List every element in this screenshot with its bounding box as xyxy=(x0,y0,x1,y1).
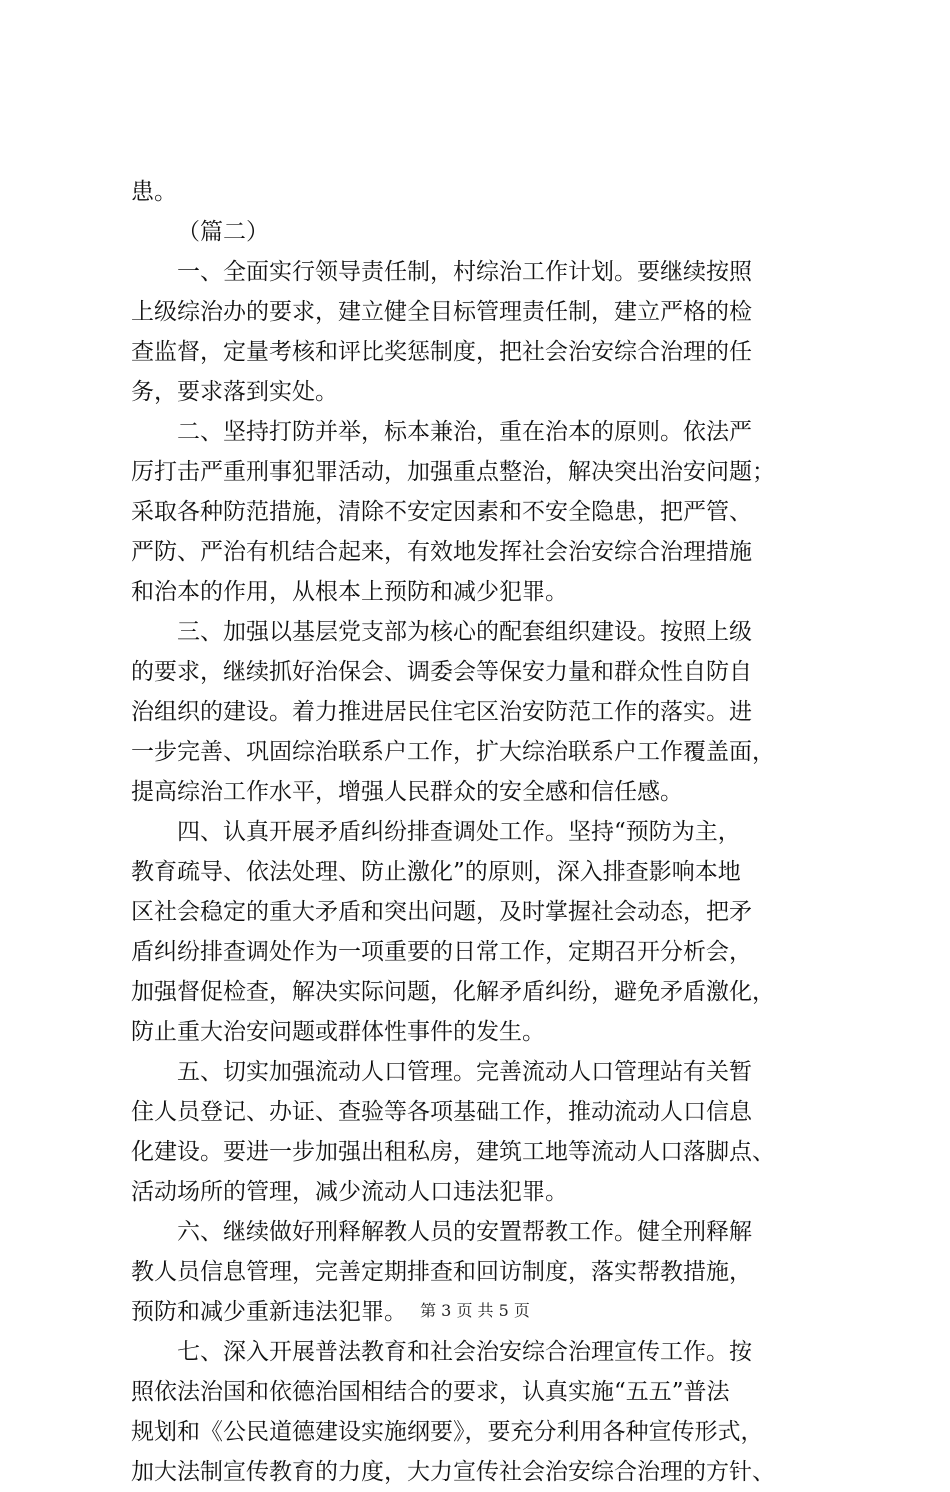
text-line: 加大法制宣传教育的力度，大力宣传社会治安综合治理的方针、 xyxy=(131,1459,775,1485)
text-line: （篇二） xyxy=(177,219,269,245)
text-line: 二、坚持打防并举，标本兼治，重在治本的原则。依法严 xyxy=(177,419,752,445)
text-line: 严防、严治有机结合起来，有效地发挥社会治安综合治理措施 xyxy=(131,539,752,565)
text-line: 六、继续做好刑释解教人员的安置帮教工作。健全刑释解 xyxy=(177,1219,752,1245)
text-line: 患。 xyxy=(131,179,177,205)
text-line: 预防和减少重新违法犯罪。 xyxy=(131,1299,407,1325)
text-line: 住人员登记、办证、查验等各项基础工作，推动流动人口信息 xyxy=(131,1099,752,1125)
text-line: 教人员信息管理，完善定期排查和回访制度，落实帮教措施， xyxy=(131,1259,752,1285)
text-line: 一步完善、巩固综治联系户工作，扩大综治联系户工作覆盖面， xyxy=(131,739,775,765)
text-line: 规划和《公民道德建设实施纲要》，要充分利用各种宣传形式， xyxy=(131,1419,764,1445)
text-line: 教育疏导、依法处理、防止激化”的原则，深入排查影响本地 xyxy=(131,859,741,885)
text-line: 盾纠纷排查调处作为一项重要的日常工作，定期召开分析会， xyxy=(131,939,752,965)
text-line: 加强督促检查，解决实际问题，化解矛盾纠纷，避免矛盾激化， xyxy=(131,979,775,1005)
text-line: 和治本的作用，从根本上预防和减少犯罪。 xyxy=(131,579,568,605)
text-line: 采取各种防范措施，清除不安定因素和不安全隐患，把严管、 xyxy=(131,499,752,525)
text-line: 四、认真开展矛盾纠纷排查调处工作。坚持“预防为主， xyxy=(177,819,741,845)
text-line: 一、全面实行领导责任制，村综治工作计划。要继续按照 xyxy=(177,259,752,285)
text-line: 照依法治国和依德治国相结合的要求，认真实施“五五”普法 xyxy=(131,1379,730,1405)
text-line: 七、深入开展普法教育和社会治安综合治理宣传工作。按 xyxy=(177,1339,752,1365)
text-line: 上级综治办的要求，建立健全目标管理责任制，建立严格的检 xyxy=(131,299,752,325)
text-line: 化建设。要进一步加强出租私房，建筑工地等流动人口落脚点、 xyxy=(131,1139,775,1165)
text-line: 防止重大治安问题或群体性事件的发生。 xyxy=(131,1019,545,1045)
text-line: 的要求，继续抓好治保会、调委会等保安力量和群众性自防自 xyxy=(131,659,752,685)
text-line: 治组织的建设。着力推进居民住宅区治安防范工作的落实。进 xyxy=(131,699,752,725)
text-line: 提高综治工作水平，增强人民群众的安全感和信任感。 xyxy=(131,779,683,805)
text-line: 活动场所的管理，减少流动人口违法犯罪。 xyxy=(131,1179,568,1205)
text-line: 务，要求落到实处。 xyxy=(131,379,338,405)
text-line: 查监督，定量考核和评比奖惩制度，把社会治安综合治理的任 xyxy=(131,339,752,365)
text-line: 三、加强以基层党支部为核心的配套组织建设。按照上级 xyxy=(177,619,752,645)
text-line: 区社会稳定的重大矛盾和突出问题，及时掌握社会动态，把矛 xyxy=(131,899,752,925)
document-body xyxy=(131,172,831,1492)
text-line: 五、切实加强流动人口管理。完善流动人口管理站有关暂 xyxy=(177,1059,752,1085)
page-footer: 第 3 页 共 5 页 xyxy=(420,1301,530,1320)
text-line: 厉打击严重刑事犯罪活动，加强重点整治，解决突出治安问题； xyxy=(131,459,775,485)
